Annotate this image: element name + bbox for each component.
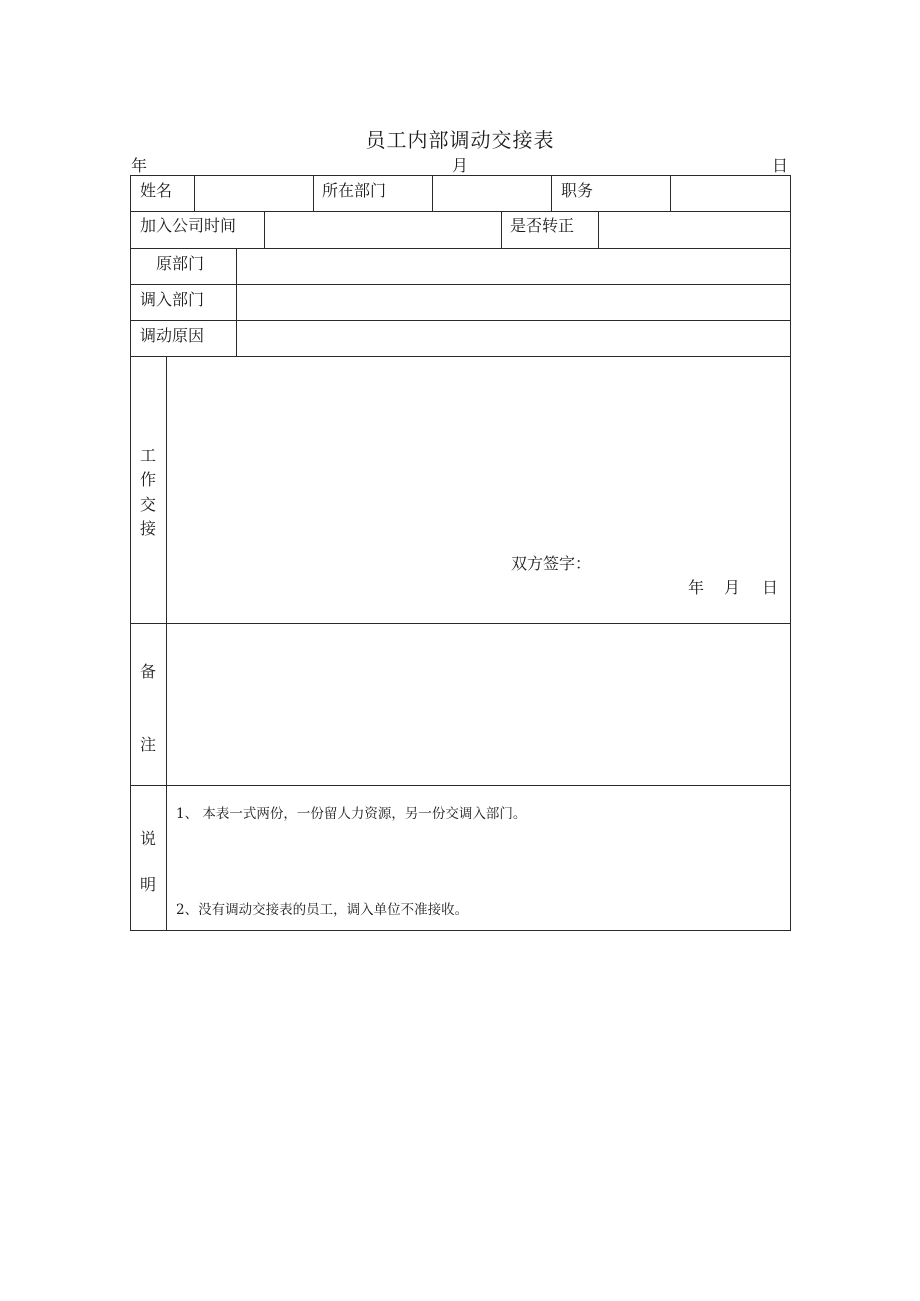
row-divider bbox=[130, 356, 791, 357]
col-divider bbox=[670, 175, 671, 212]
signature-date-day: 日 bbox=[762, 578, 779, 597]
date-year-label: 年 bbox=[131, 156, 148, 175]
handover-label-char: 交 bbox=[139, 495, 156, 514]
remarks-label-char: 备 bbox=[139, 662, 156, 681]
handover-label-char: 作 bbox=[139, 470, 156, 489]
col-divider bbox=[551, 175, 552, 212]
handover-label-char: 接 bbox=[139, 519, 156, 538]
transfer-reason-label: 调动原因 bbox=[140, 326, 205, 345]
table-border-right bbox=[790, 175, 791, 931]
original-department-label: 原部门 bbox=[156, 254, 205, 273]
row-divider bbox=[130, 785, 791, 786]
join-date-label: 加入公司时间 bbox=[140, 216, 237, 235]
row-divider bbox=[130, 320, 791, 321]
col-divider bbox=[166, 356, 167, 931]
name-label: 姓名 bbox=[140, 181, 173, 200]
col-divider bbox=[598, 211, 599, 249]
transfer-department-label: 调入部门 bbox=[140, 290, 205, 309]
current-department-label: 所在部门 bbox=[322, 181, 387, 200]
instructions-label-char: 明 bbox=[139, 875, 156, 894]
table-border-bottom bbox=[130, 930, 791, 931]
regularized-label: 是否转正 bbox=[510, 216, 575, 235]
row-divider bbox=[130, 211, 791, 212]
page-title: 员工内部调动交接表 bbox=[365, 128, 555, 152]
position-label: 职务 bbox=[561, 181, 594, 200]
col-divider bbox=[432, 175, 433, 212]
signature-date-year: 年 bbox=[688, 578, 705, 597]
row-divider bbox=[130, 248, 791, 249]
col-divider bbox=[236, 248, 237, 357]
instructions-label-char: 说 bbox=[139, 829, 156, 848]
col-divider bbox=[313, 175, 314, 212]
instruction-item-1: 1、 本表一式两份，一份留人力资源，另一份交调入部门。 bbox=[176, 806, 527, 822]
col-divider bbox=[501, 211, 502, 249]
table-border-top bbox=[130, 175, 791, 176]
date-day-label: 日 bbox=[772, 156, 789, 175]
instruction-item-2: 2、没有调动交接表的员工，调入单位不准接收。 bbox=[176, 902, 469, 918]
remarks-label-char: 注 bbox=[139, 735, 156, 754]
signature-date-month: 月 bbox=[724, 578, 741, 597]
handover-label-char: 工 bbox=[139, 446, 156, 465]
row-divider bbox=[130, 623, 791, 624]
date-month-label: 月 bbox=[452, 156, 469, 175]
row-divider bbox=[130, 284, 791, 285]
table-border-left bbox=[130, 175, 131, 931]
signature-label: 双方签字： bbox=[511, 554, 592, 573]
col-divider bbox=[194, 175, 195, 212]
col-divider bbox=[264, 211, 265, 249]
